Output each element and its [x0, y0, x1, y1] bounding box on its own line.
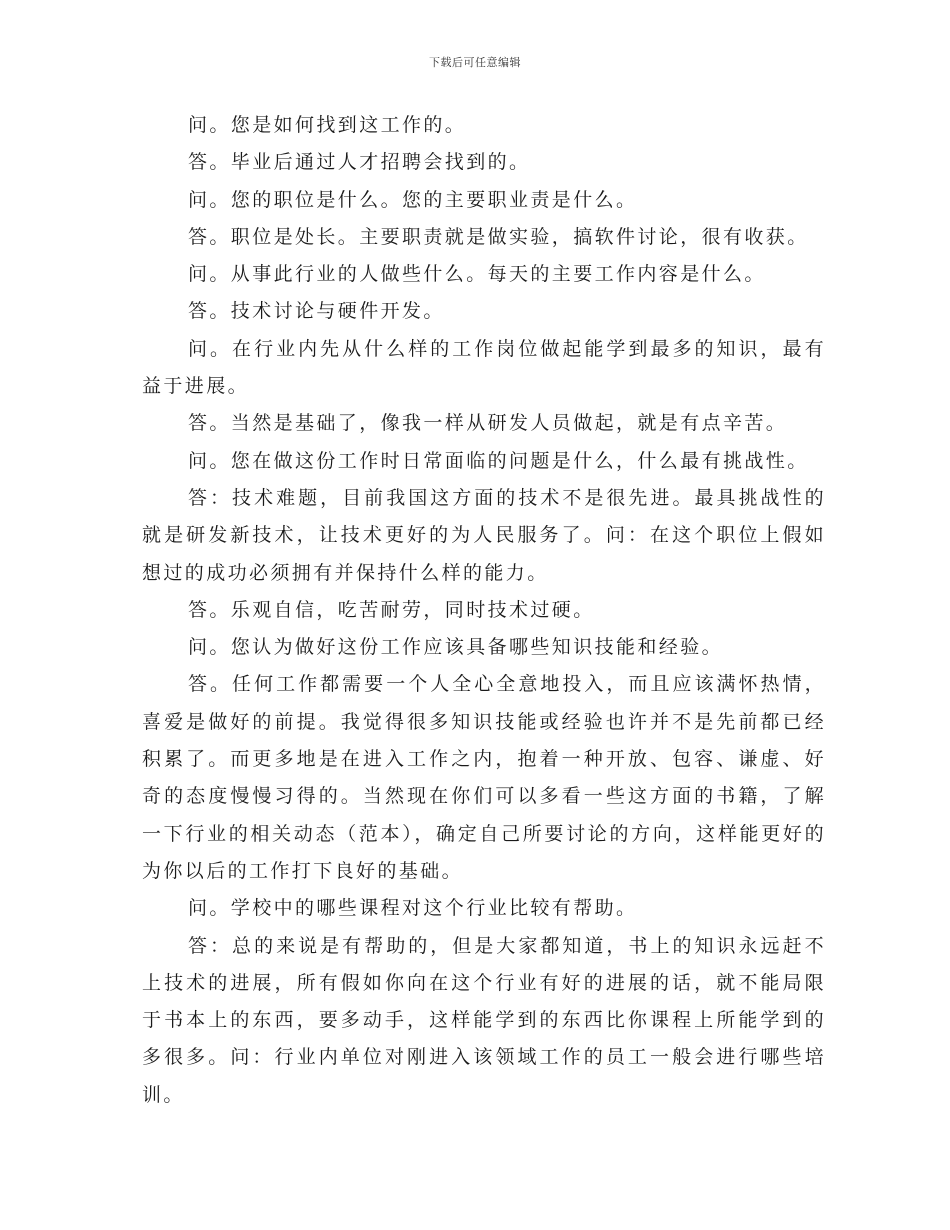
- paragraph: 问。您在做这份工作时日常面临的问题是什么，什么最有挑战性。: [188, 449, 809, 472]
- paragraph: 问。在行业内先从什么样的工作岗位做起能学到最多的知识，最有益于进展。: [142, 337, 826, 398]
- paragraph: 答。职位是处长。主要职责就是做实验，搞软件讨论，很有收获。: [188, 225, 809, 248]
- paragraph: 答：技术难题，目前我国这方面的技术不是很先进。最具挑战性的就是研发新技术，让技术更好的为人民服务了。问：在这个职位上假如想过的成功必须拥有并保持什么样的能力。: [142, 486, 826, 584]
- document-body: [142, 107, 826, 1114]
- paragraph: 答。技术讨论与硬件开发。: [188, 300, 445, 323]
- paragraph: 问。从事此行业的人做些什么。每天的主要工作内容是什么。: [188, 263, 766, 286]
- paragraph: 答。当然是基础了，像我一样从研发人员做起，就是有点辛苦。: [188, 412, 788, 435]
- paragraph: 问。您是如何找到这工作的。: [188, 114, 467, 136]
- paragraph: 答。乐观自信，吃苦耐劳，同时技术过硬。: [188, 598, 595, 621]
- paragraph: 答。毕业后通过人才招聘会找到的。: [188, 151, 531, 174]
- paragraph: 答。任何工作都需要一个人全心全意地投入，而且应该满怀热情，喜爱是做好的前提。我觉得很多知识技能或经验也许并不是先前都已经积累了。而更多地是在进入工作之内，抱着一种开放、包容、谦虚、好奇的态度慢慢习得的。当然现在你们可以多看一些这方面的书籍，了解一下行业的相关动态（范本），确定自己所要讨论的方向，这样能更好的为你以后的工作打下良好的基础。: [142, 673, 826, 882]
- paragraph: 问。您的职位是什么。您的主要职业责是什么。: [188, 188, 638, 211]
- page-header: 下载后可任意编辑: [429, 56, 521, 69]
- paragraph: 答：总的来说是有帮助的，但是大家都知道，书上的知识永远赶不上技术的进展，所有假如你向在这个行业有好的进展的话，就不能局限于书本上的东西，要多动手，这样能学到的东西比你课程上所能学到的多很多。问：行业内单位对刚进入该领域工作的员工一般会进行哪些培训。: [142, 934, 826, 1106]
- paragraph: 问。学校中的哪些课程对这个行业比较有帮助。: [188, 897, 638, 920]
- paragraph: 问。您认为做好这份工作应该具备哪些知识技能和经验。: [188, 636, 724, 659]
